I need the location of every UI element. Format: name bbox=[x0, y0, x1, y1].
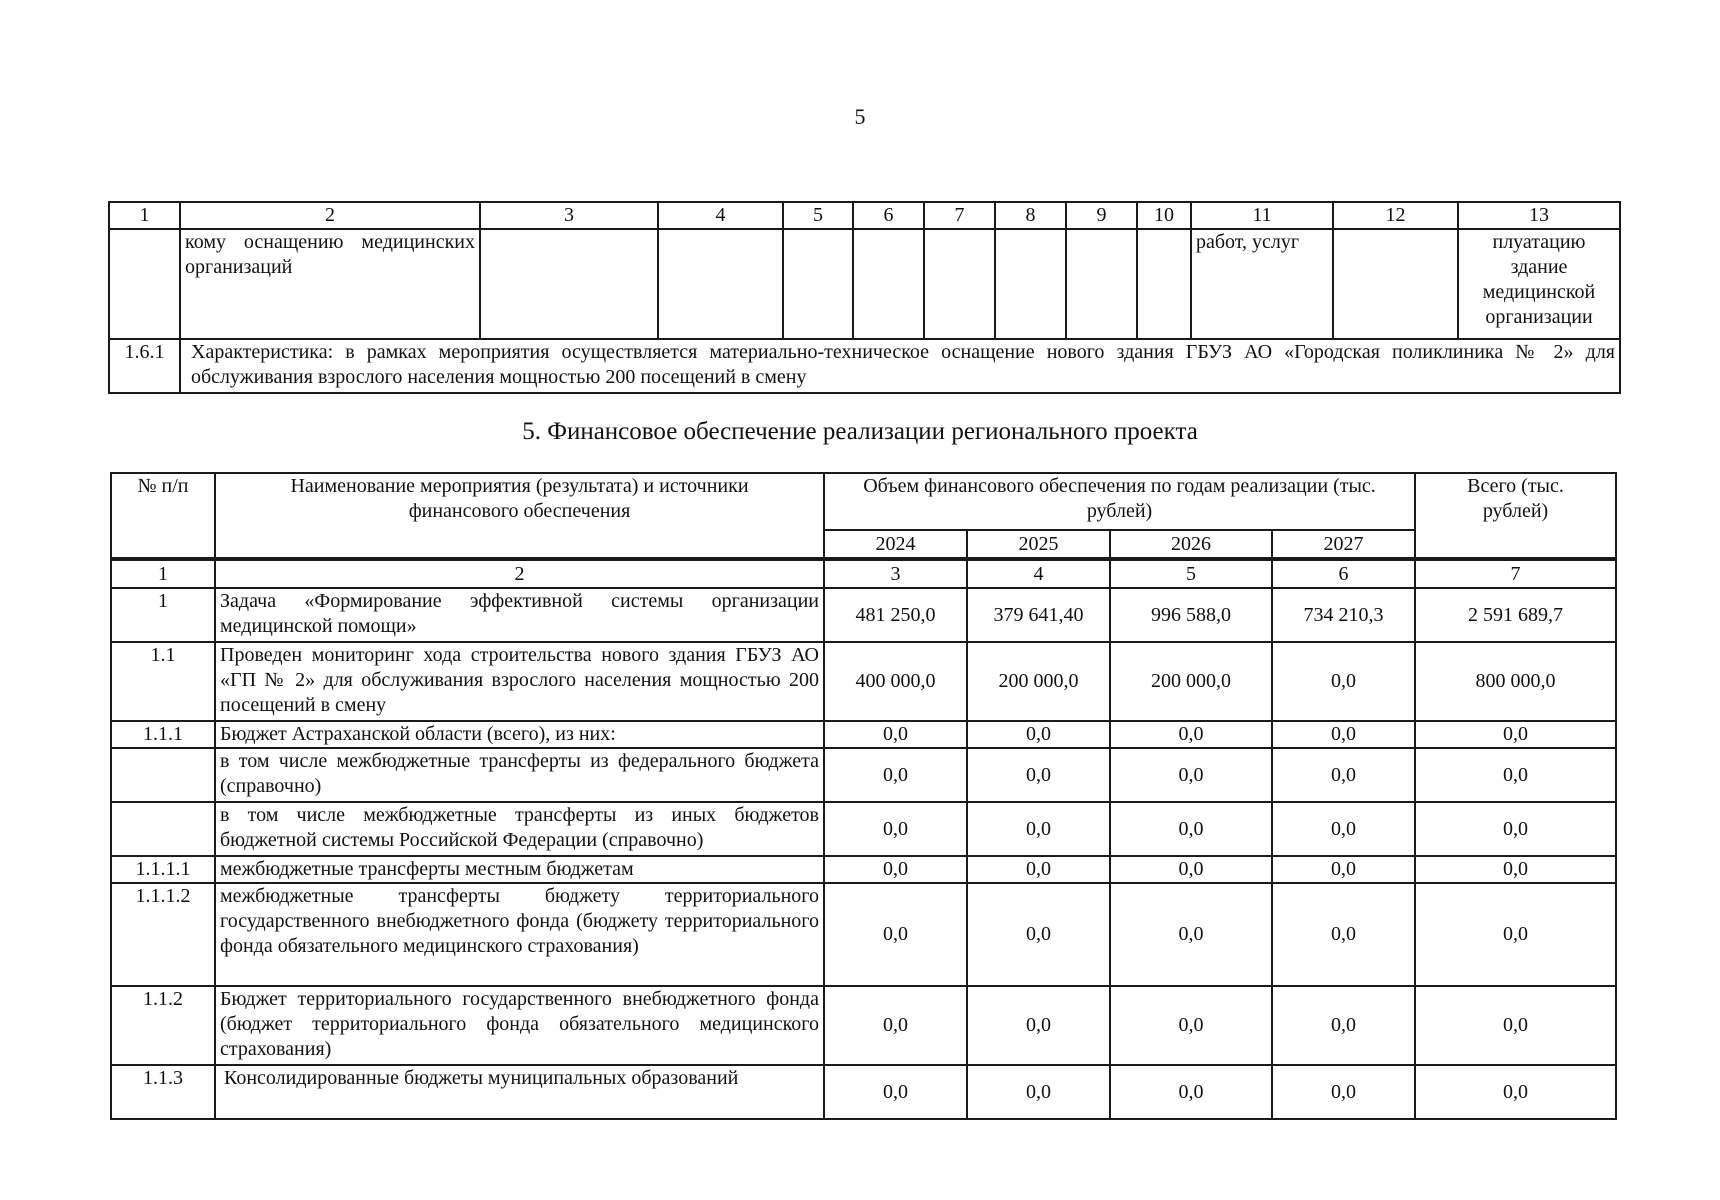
value-2026: 0,0 bbox=[1110, 986, 1272, 1065]
financing-table bbox=[110, 472, 1617, 1120]
table-row bbox=[111, 721, 1616, 748]
column-number: 7 bbox=[924, 202, 995, 229]
column-number: 10 bbox=[1137, 202, 1191, 229]
value-2025: 0,0 bbox=[967, 883, 1110, 986]
table-row bbox=[111, 748, 1616, 802]
table-header-row bbox=[111, 473, 1616, 530]
row-index: 1.6.1 bbox=[109, 339, 180, 393]
column-number: 2 bbox=[215, 559, 824, 588]
column-number: 7 bbox=[1415, 559, 1616, 588]
value-total: 0,0 bbox=[1415, 986, 1616, 1065]
value-2026: 996 588,0 bbox=[1110, 588, 1272, 642]
column-number: 5 bbox=[783, 202, 853, 229]
header-year: 2026 bbox=[1110, 530, 1272, 559]
row-index: 1.1.3 bbox=[111, 1065, 215, 1119]
column-number: 6 bbox=[853, 202, 924, 229]
column-number: 1 bbox=[109, 202, 180, 229]
value-2026: 0,0 bbox=[1110, 1065, 1272, 1119]
column-number: 2 bbox=[180, 202, 480, 229]
row-index bbox=[111, 748, 215, 802]
value-2024: 0,0 bbox=[824, 856, 967, 883]
row-name: межбюджетные трансферты бюджету территориального государственного внебюджетного фонда (бюджету территориального фонда обязательного медицинского страхования) bbox=[215, 883, 824, 986]
row-text: плуатацию здание медицинской организации bbox=[1458, 229, 1620, 339]
characteristic-text: Характеристика: в рамках мероприятия осуществляется материально-техническое оснащение нового здания ГБУЗ АО «Городская поликлиника № 2» для обслуживания взрослого населения мощностью 200 посещений в смену bbox=[180, 339, 1620, 393]
column-number: 12 bbox=[1333, 202, 1458, 229]
row-index: 1.1.2 bbox=[111, 986, 215, 1065]
value-2024: 400 000,0 bbox=[824, 642, 967, 721]
value-total: 0,0 bbox=[1415, 883, 1616, 986]
header-year: 2027 bbox=[1272, 530, 1415, 559]
table-row bbox=[109, 339, 1620, 393]
header-year: 2024 bbox=[824, 530, 967, 559]
value-2024: 0,0 bbox=[824, 802, 967, 856]
value-2027: 0,0 bbox=[1272, 986, 1415, 1065]
row-index: 1.1.1.2 bbox=[111, 883, 215, 986]
column-number-row bbox=[111, 559, 1616, 588]
column-number: 4 bbox=[658, 202, 783, 229]
value-2024: 0,0 bbox=[824, 721, 967, 748]
table-row bbox=[111, 986, 1616, 1065]
value-total: 0,0 bbox=[1415, 721, 1616, 748]
row-name: Проведен мониторинг хода строительства нового здания ГБУЗ АО «ГП № 2» для обслуживания взрослого населения мощностью 200 посещений в смену bbox=[215, 642, 824, 721]
value-2027: 0,0 bbox=[1272, 642, 1415, 721]
value-2027: 0,0 bbox=[1272, 856, 1415, 883]
table-row bbox=[111, 642, 1616, 721]
value-2025: 0,0 bbox=[967, 802, 1110, 856]
value-total: 0,0 bbox=[1415, 856, 1616, 883]
row-index bbox=[111, 802, 215, 856]
row-index: 1.1.1.1 bbox=[111, 856, 215, 883]
value-2027: 0,0 bbox=[1272, 1065, 1415, 1119]
characteristics-table bbox=[108, 201, 1621, 394]
value-2024: 0,0 bbox=[824, 1065, 967, 1119]
table-row bbox=[111, 802, 1616, 856]
value-2025: 0,0 bbox=[967, 856, 1110, 883]
row-index: 1 bbox=[111, 588, 215, 642]
value-2026: 0,0 bbox=[1110, 883, 1272, 986]
value-2025: 379 641,40 bbox=[967, 588, 1110, 642]
column-number: 3 bbox=[480, 202, 658, 229]
value-2027: 0,0 bbox=[1272, 802, 1415, 856]
value-total: 0,0 bbox=[1415, 802, 1616, 856]
value-2027: 0,0 bbox=[1272, 748, 1415, 802]
value-2027: 0,0 bbox=[1272, 883, 1415, 986]
table-row bbox=[111, 1065, 1616, 1119]
header-name: Наименование мероприятия (результата) и источники финансового обеспечения bbox=[215, 473, 824, 559]
value-2026: 200 000,0 bbox=[1110, 642, 1272, 721]
table-row bbox=[109, 229, 1620, 339]
value-2024: 0,0 bbox=[824, 986, 967, 1065]
value-2025: 0,0 bbox=[967, 748, 1110, 802]
value-2025: 0,0 bbox=[967, 986, 1110, 1065]
column-number: 6 bbox=[1272, 559, 1415, 588]
column-number: 1 bbox=[111, 559, 215, 588]
row-name: Задача «Формирование эффективной системы организации медицинской помощи» bbox=[215, 588, 824, 642]
row-name: Бюджет территориального государственного внебюджетного фонда (бюджет территориального фонда обязательного медицинского страхования) bbox=[215, 986, 824, 1065]
value-2025: 200 000,0 bbox=[967, 642, 1110, 721]
row-index: 1.1 bbox=[111, 642, 215, 721]
page-number: 5 bbox=[854, 104, 866, 129]
column-number: 3 bbox=[824, 559, 967, 588]
value-2027: 734 210,3 bbox=[1272, 588, 1415, 642]
row-name: межбюджетные трансферты местным бюджетам bbox=[215, 856, 824, 883]
value-total: 0,0 bbox=[1415, 1065, 1616, 1119]
table-row bbox=[111, 883, 1616, 986]
section-title: 5. Финансовое обеспечение реализации регионального проекта bbox=[522, 418, 1198, 445]
row-text: работ, услуг bbox=[1191, 229, 1333, 339]
value-2026: 0,0 bbox=[1110, 802, 1272, 856]
row-name: в том числе межбюджетные трансферты из иных бюджетов бюджетной системы Российской Федерации (справочно) bbox=[215, 802, 824, 856]
value-total: 2 591 689,7 bbox=[1415, 588, 1616, 642]
value-2026: 0,0 bbox=[1110, 856, 1272, 883]
value-2027: 0,0 bbox=[1272, 721, 1415, 748]
value-2026: 0,0 bbox=[1110, 721, 1272, 748]
row-name: Бюджет Астраханской области (всего), из них: bbox=[215, 721, 824, 748]
value-2025: 0,0 bbox=[967, 721, 1110, 748]
value-2024: 0,0 bbox=[824, 748, 967, 802]
header-total: Всего (тыс. рублей) bbox=[1415, 473, 1616, 559]
column-number: 9 bbox=[1066, 202, 1137, 229]
header-year: 2025 bbox=[967, 530, 1110, 559]
value-2024: 481 250,0 bbox=[824, 588, 967, 642]
row-index: 1.1.1 bbox=[111, 721, 215, 748]
row-text: кому оснащению медицинских организаций bbox=[180, 229, 480, 339]
header-number: № п/п bbox=[111, 473, 215, 559]
value-total: 800 000,0 bbox=[1415, 642, 1616, 721]
header-volume: Объем финансового обеспечения по годам реализации (тыс. рублей) bbox=[824, 473, 1415, 530]
value-2024: 0,0 bbox=[824, 883, 967, 986]
row-name: Консолидированные бюджеты муниципальных образований bbox=[215, 1065, 824, 1119]
value-total: 0,0 bbox=[1415, 748, 1616, 802]
table-row bbox=[111, 856, 1616, 883]
column-number: 11 bbox=[1191, 202, 1333, 229]
column-number-row bbox=[109, 202, 1620, 229]
column-number: 5 bbox=[1110, 559, 1272, 588]
column-number: 13 bbox=[1458, 202, 1620, 229]
column-number: 8 bbox=[995, 202, 1066, 229]
column-number: 4 bbox=[967, 559, 1110, 588]
value-2025: 0,0 bbox=[967, 1065, 1110, 1119]
row-name: в том числе межбюджетные трансферты из федерального бюджета (справочно) bbox=[215, 748, 824, 802]
table-row bbox=[111, 588, 1616, 642]
value-2026: 0,0 bbox=[1110, 748, 1272, 802]
